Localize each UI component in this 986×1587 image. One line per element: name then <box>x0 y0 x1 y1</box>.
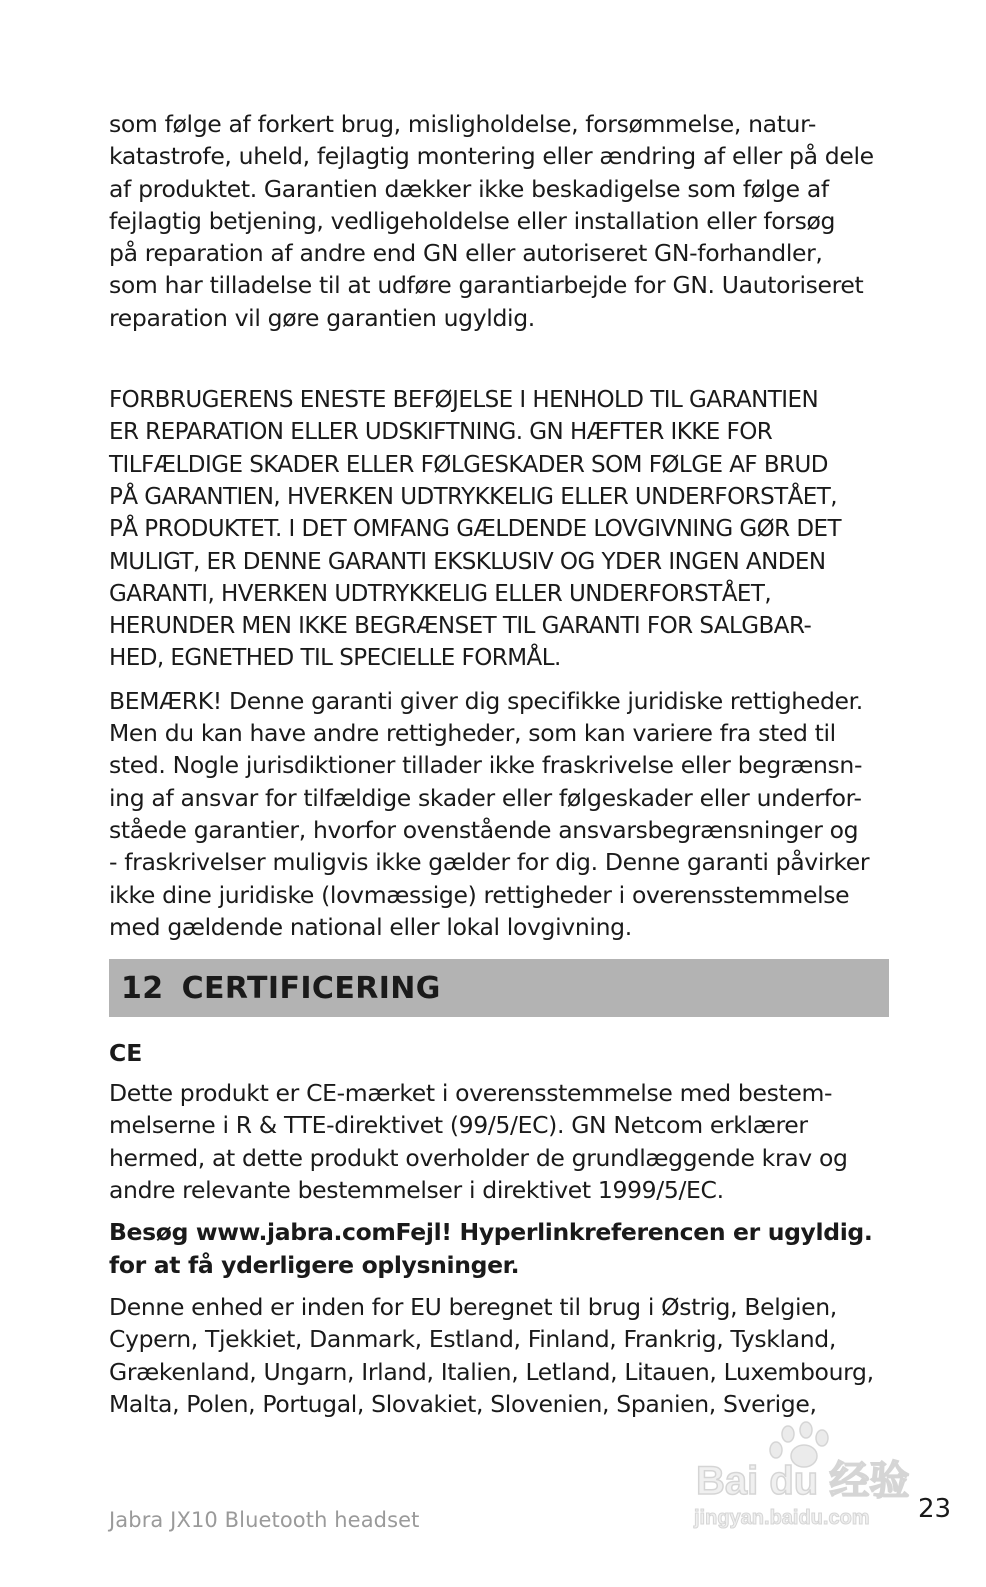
text-line: Besøg www.jabra.comFejl! Hyperlinkreferencen er ugyldig. <box>109 1218 873 1247</box>
ce-subheading: CE <box>109 1039 143 1068</box>
text-line: hermed, at dette produkt overholder de grundlæggende krav og <box>109 1143 848 1172</box>
text-line: som har tilladelse til at udføre garantiarbejde for GN. Uautoriseret <box>109 271 864 300</box>
text-line: melserne i R & TTE-direktivet (99/5/EC). GN Netcom erklærer <box>109 1111 808 1140</box>
warranty-paragraph-note <box>109 685 889 943</box>
text-line: med gældende national eller lokal lovgivning. <box>109 912 632 941</box>
warranty-paragraph-exclusions <box>109 108 889 334</box>
ce-paragraph <box>109 1077 889 1206</box>
watermark-brand: Bai du 经验 <box>696 1459 910 1503</box>
text-line: ER REPARATION ELLER UDSKIFTNING. GN HÆFTER IKKE FOR <box>109 419 773 446</box>
text-line: FORBRUGERENS ENESTE BEFØJELSE I HENHOLD TIL GARANTIEN <box>109 387 819 414</box>
text-line: Men du kan have andre rettigheder, som kan variere fra sted til <box>109 719 836 748</box>
text-line: for at få yderligere oplysninger. <box>109 1250 520 1279</box>
text-line: BEMÆRK! Denne garanti giver dig specifikke juridiske rettigheder. <box>109 686 863 715</box>
text-line: MULIGT, ER DENNE GARANTI EKSKLUSIV OG YDER INGEN ANDEN <box>109 548 826 575</box>
visit-website-paragraph <box>109 1216 889 1281</box>
section-number: 12 <box>121 970 164 1006</box>
text-line: ikke dine juridiske (lovmæssige) rettigheder i overensstemmelse <box>109 880 850 909</box>
text-line: Malta, Polen, Portugal, Slovakiet, Slovenien, Spanien, Sverige, <box>109 1389 817 1418</box>
text-line: ståede garantier, hvorfor ovenstående ansvarsbegrænsninger og <box>109 815 859 844</box>
section-title: CERTIFICERING <box>181 970 441 1006</box>
text-line: Dette produkt er CE-mærket i overensstemmelse med bestem- <box>109 1079 833 1108</box>
text-line: reparation vil gøre garantien ugyldig. <box>109 303 535 332</box>
text-line: PÅ GARANTIEN, HVERKEN UDTRYKKELIG ELLER UNDERFORSTÅET, <box>109 483 838 510</box>
text-line: Denne enhed er inden for EU beregnet til brug i Østrig, Belgien, <box>109 1292 837 1321</box>
text-line: PÅ PRODUKTET. I DET OMFANG GÆLDENDE LOVGIVNING GØR DET <box>109 516 842 543</box>
text-line: - fraskrivelser muligvis ikke gælder for dig. Denne garanti påvirker <box>109 848 870 877</box>
text-line: TILFÆLDIGE SKADER ELLER FØLGESKADER SOM FØLGE AF BRUD <box>109 451 828 478</box>
page-number: 23 <box>918 1494 952 1524</box>
text-line: HERUNDER MEN IKKE BEGRÆNSET TIL GARANTI FOR SALGBAR- <box>109 613 812 640</box>
footer-product-name: Jabra JX10 Bluetooth headset <box>109 1508 420 1532</box>
text-line: katastrofe, uheld, fejlagtig montering eller ændring af eller på dele <box>109 142 874 171</box>
text-line: HED, EGNETHED TIL SPECIELLE FORMÅL. <box>109 645 561 672</box>
watermark-url: jingyan.baidu.com <box>694 1507 870 1529</box>
text-line: GARANTI, HVERKEN UDTRYKKELIG ELLER UNDERFORSTÅET, <box>109 580 772 607</box>
text-line: af produktet. Garantien dækker ikke beskadigelse som følge af <box>109 174 829 203</box>
section-header-certification <box>109 959 889 1017</box>
text-line: andre relevante bestemmelser i direktivet 1999/5/EC. <box>109 1176 724 1205</box>
document-page <box>109 108 889 1420</box>
text-line: Grækenland, Ungarn, Irland, Italien, Letland, Litauen, Luxembourg, <box>109 1357 874 1386</box>
text-line: Cypern, Tjekkiet, Danmark, Estland, Finland, Frankrig, Tyskland, <box>109 1325 836 1354</box>
eu-countries-paragraph <box>109 1291 889 1420</box>
text-line: på reparation af andre end GN eller autoriseret GN-forhandler, <box>109 239 823 268</box>
text-line: fejlagtig betjening, vedligeholdelse eller installation eller forsøg <box>109 206 836 235</box>
warranty-paragraph-remedy <box>109 384 889 675</box>
text-line: sted. Nogle jurisdiktioner tillader ikke fraskrivelse eller begrænsn- <box>109 751 863 780</box>
text-line: ing af ansvar for tilfældige skader eller følgeskader eller underfor- <box>109 783 862 812</box>
baidu-watermark-logo <box>692 1420 932 1530</box>
text-line: som følge af forkert brug, misligholdelse, forsømmelse, natur- <box>109 110 817 138</box>
